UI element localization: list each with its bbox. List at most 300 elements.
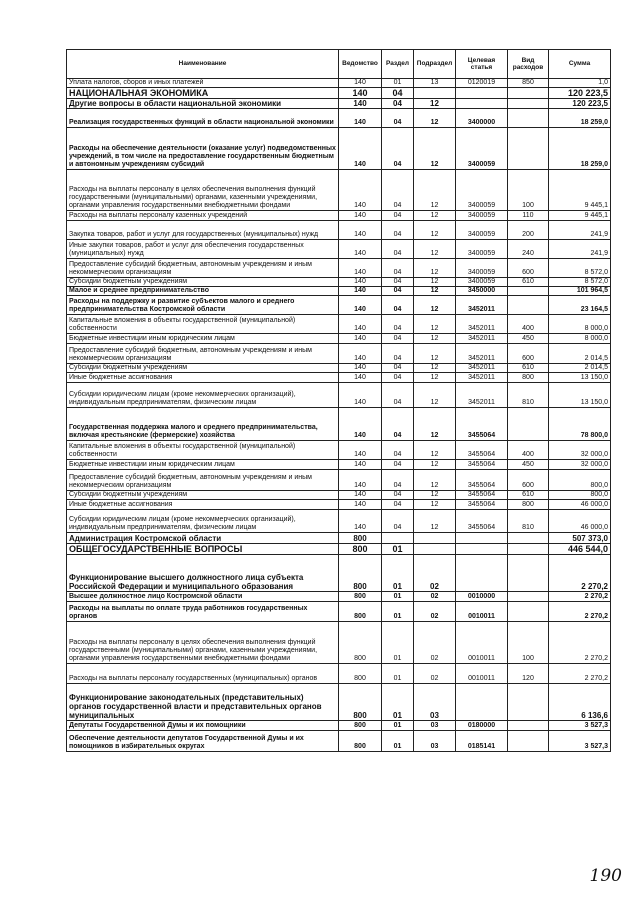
row-name: Капитальные вложения в объекты государственной (муниципальной) собственности bbox=[67, 441, 339, 460]
row-razdel: 01 bbox=[382, 79, 414, 88]
row-vedomstvo: 140 bbox=[339, 373, 382, 383]
row-razdel: 04 bbox=[382, 460, 414, 470]
row-summa: 6 136,6 bbox=[549, 684, 611, 721]
row-name: Функционирование высшего должностного лица субъекта Российской Федерации и муниципального образования bbox=[67, 555, 339, 592]
row-podrazdel: 12 bbox=[414, 364, 456, 373]
row-vid-raskhodov: 610 bbox=[508, 491, 549, 500]
row-celevaya-statya: 3455064 bbox=[456, 408, 508, 441]
row-vedomstvo: 140 bbox=[339, 408, 382, 441]
row-razdel: 04 bbox=[382, 99, 414, 109]
row-vedomstvo: 800 bbox=[339, 602, 382, 622]
row-vedomstvo: 140 bbox=[339, 99, 382, 109]
row-podrazdel: 12 bbox=[414, 240, 456, 259]
row-vid-raskhodov: 810 bbox=[508, 383, 549, 408]
row-celevaya-statya: 3450000 bbox=[456, 287, 508, 296]
header-celevaya-statya: Целевая статья bbox=[456, 50, 508, 79]
row-podrazdel bbox=[414, 533, 456, 544]
row-summa: 9 445,1 bbox=[549, 211, 611, 221]
table-row bbox=[67, 364, 611, 373]
row-summa: 101 964,5 bbox=[549, 287, 611, 296]
row-vid-raskhodov bbox=[508, 731, 549, 752]
row-podrazdel: 03 bbox=[414, 731, 456, 752]
row-vedomstvo: 140 bbox=[339, 259, 382, 278]
table-row bbox=[67, 602, 611, 622]
row-razdel: 04 bbox=[382, 315, 414, 334]
row-summa: 2 014,5 bbox=[549, 364, 611, 373]
table-row bbox=[67, 211, 611, 221]
row-podrazdel: 12 bbox=[414, 99, 456, 109]
table-row bbox=[67, 128, 611, 170]
row-razdel: 04 bbox=[382, 408, 414, 441]
row-razdel: 01 bbox=[382, 555, 414, 592]
row-celevaya-statya: 0010011 bbox=[456, 664, 508, 684]
row-celevaya-statya bbox=[456, 555, 508, 592]
row-name: Функционирование законодательных (представительных) органов государственной власти и представительных органов муниципальных bbox=[67, 684, 339, 721]
row-razdel: 01 bbox=[382, 721, 414, 731]
row-podrazdel: 12 bbox=[414, 373, 456, 383]
row-podrazdel: 02 bbox=[414, 592, 456, 602]
row-name: Бюджетные инвестиции иным юридическим лицам bbox=[67, 334, 339, 344]
row-celevaya-statya: 3452011 bbox=[456, 334, 508, 344]
row-vedomstvo: 800 bbox=[339, 544, 382, 555]
row-summa: 120 223,5 bbox=[549, 99, 611, 109]
row-vedomstvo: 800 bbox=[339, 555, 382, 592]
row-vedomstvo: 140 bbox=[339, 211, 382, 221]
row-name: Расходы на выплаты персоналу казенных учреждений bbox=[67, 211, 339, 221]
row-razdel: 04 bbox=[382, 88, 414, 99]
table-row bbox=[67, 259, 611, 278]
row-celevaya-statya: 3400059 bbox=[456, 128, 508, 170]
row-podrazdel: 12 bbox=[414, 315, 456, 334]
row-vedomstvo: 140 bbox=[339, 344, 382, 364]
row-razdel: 04 bbox=[382, 510, 414, 533]
row-celevaya-statya: 3400059 bbox=[456, 170, 508, 211]
row-podrazdel: 12 bbox=[414, 211, 456, 221]
row-summa: 2 270,2 bbox=[549, 664, 611, 684]
row-name: Расходы на выплаты по оплате труда работников государственных органов bbox=[67, 602, 339, 622]
row-vid-raskhodov bbox=[508, 721, 549, 731]
row-vedomstvo: 140 bbox=[339, 240, 382, 259]
row-name: Иные закупки товаров, работ и услуг для обеспечения государственных (муниципальных) нужд bbox=[67, 240, 339, 259]
row-name: Расходы на поддержку и развитие субъектов малого и среднего предпринимательства Костромской области bbox=[67, 296, 339, 315]
row-celevaya-statya: 3455064 bbox=[456, 500, 508, 510]
row-vid-raskhodov: 850 bbox=[508, 79, 549, 88]
row-summa: 446 544,0 bbox=[549, 544, 611, 555]
table-row bbox=[67, 315, 611, 334]
row-vedomstvo: 800 bbox=[339, 592, 382, 602]
row-name: Закупка товаров, работ и услуг для государственных (муниципальных) нужд bbox=[67, 221, 339, 240]
row-razdel: 01 bbox=[382, 602, 414, 622]
row-podrazdel: 12 bbox=[414, 441, 456, 460]
row-name: Уплата налогов, сборов и иных платежей bbox=[67, 79, 339, 88]
row-name: Расходы на выплаты персоналу государственных (муниципальных) органов bbox=[67, 664, 339, 684]
table-body bbox=[67, 79, 611, 752]
row-vid-raskhodov bbox=[508, 287, 549, 296]
row-celevaya-statya: 3455064 bbox=[456, 441, 508, 460]
row-vid-raskhodov: 200 bbox=[508, 221, 549, 240]
row-summa: 1,0 bbox=[549, 79, 611, 88]
row-vedomstvo: 140 bbox=[339, 128, 382, 170]
row-vid-raskhodov: 800 bbox=[508, 373, 549, 383]
row-celevaya-statya: 3455064 bbox=[456, 460, 508, 470]
row-summa: 32 000,0 bbox=[549, 441, 611, 460]
row-celevaya-statya: 3455064 bbox=[456, 470, 508, 491]
row-vid-raskhodov: 100 bbox=[508, 622, 549, 664]
row-vid-raskhodov bbox=[508, 296, 549, 315]
row-name: Администрация Костромской области bbox=[67, 533, 339, 544]
row-summa: 3 527,3 bbox=[549, 721, 611, 731]
table-row bbox=[67, 721, 611, 731]
row-name: ОБЩЕГОСУДАРСТВЕННЫЕ ВОПРОСЫ bbox=[67, 544, 339, 555]
row-podrazdel: 12 bbox=[414, 287, 456, 296]
row-summa: 8 000,0 bbox=[549, 334, 611, 344]
row-celevaya-statya: 3400059 bbox=[456, 221, 508, 240]
row-celevaya-statya: 3400000 bbox=[456, 109, 508, 128]
row-vid-raskhodov: 240 bbox=[508, 240, 549, 259]
row-vid-raskhodov bbox=[508, 533, 549, 544]
row-razdel: 01 bbox=[382, 731, 414, 752]
row-name: Иные бюджетные ассигнования bbox=[67, 373, 339, 383]
row-razdel: 04 bbox=[382, 344, 414, 364]
row-razdel: 01 bbox=[382, 684, 414, 721]
header-razdel: Раздел bbox=[382, 50, 414, 79]
row-razdel: 01 bbox=[382, 592, 414, 602]
row-razdel: 04 bbox=[382, 470, 414, 491]
row-celevaya-statya: 3400059 bbox=[456, 211, 508, 221]
row-vedomstvo: 800 bbox=[339, 721, 382, 731]
row-vedomstvo: 140 bbox=[339, 287, 382, 296]
row-podrazdel: 02 bbox=[414, 664, 456, 684]
row-razdel: 04 bbox=[382, 296, 414, 315]
row-podrazdel: 12 bbox=[414, 510, 456, 533]
row-celevaya-statya: 3452011 bbox=[456, 364, 508, 373]
row-vedomstvo: 140 bbox=[339, 88, 382, 99]
row-name: Расходы на выплаты персоналу в целях обеспечения выполнения функций государственными (муниципальными) органами, казенными учреждениями, органами управления государственными внебюджетными фондами bbox=[67, 170, 339, 211]
row-vedomstvo: 140 bbox=[339, 315, 382, 334]
row-razdel: 01 bbox=[382, 544, 414, 555]
row-vid-raskhodov: 810 bbox=[508, 510, 549, 533]
row-celevaya-statya: 3452011 bbox=[456, 373, 508, 383]
row-name: Высшее должностное лицо Костромской области bbox=[67, 592, 339, 602]
row-vid-raskhodov bbox=[508, 555, 549, 592]
row-celevaya-statya bbox=[456, 88, 508, 99]
row-summa: 2 270,2 bbox=[549, 622, 611, 664]
row-razdel: 04 bbox=[382, 109, 414, 128]
table-row bbox=[67, 88, 611, 99]
row-vid-raskhodov bbox=[508, 88, 549, 99]
row-vid-raskhodov: 800 bbox=[508, 500, 549, 510]
table-row bbox=[67, 731, 611, 752]
table-row bbox=[67, 170, 611, 211]
table-row bbox=[67, 334, 611, 344]
row-celevaya-statya bbox=[456, 99, 508, 109]
row-summa: 18 259,0 bbox=[549, 128, 611, 170]
row-vedomstvo: 140 bbox=[339, 500, 382, 510]
row-vedomstvo: 140 bbox=[339, 278, 382, 287]
table-row bbox=[67, 684, 611, 721]
row-podrazdel: 13 bbox=[414, 79, 456, 88]
table-row bbox=[67, 278, 611, 287]
row-vedomstvo: 800 bbox=[339, 622, 382, 664]
header-podrazdel: Подраздел bbox=[414, 50, 456, 79]
row-vedomstvo: 140 bbox=[339, 296, 382, 315]
table-row bbox=[67, 344, 611, 364]
row-vid-raskhodov: 610 bbox=[508, 278, 549, 287]
row-summa: 8 000,0 bbox=[549, 315, 611, 334]
row-podrazdel: 12 bbox=[414, 500, 456, 510]
row-podrazdel: 12 bbox=[414, 470, 456, 491]
row-summa: 13 150,0 bbox=[549, 383, 611, 408]
row-vid-raskhodov bbox=[508, 99, 549, 109]
table-row bbox=[67, 664, 611, 684]
row-celevaya-statya: 3400059 bbox=[456, 278, 508, 287]
row-vedomstvo: 140 bbox=[339, 491, 382, 500]
row-name: Реализация государственных функций в области национальной экономики bbox=[67, 109, 339, 128]
row-name: Государственная поддержка малого и среднего предпринимательства, включая крестьянские (фермерские) хозяйства bbox=[67, 408, 339, 441]
row-vid-raskhodov: 400 bbox=[508, 441, 549, 460]
table-row bbox=[67, 555, 611, 592]
table-row bbox=[67, 79, 611, 88]
row-celevaya-statya: 3400059 bbox=[456, 240, 508, 259]
row-podrazdel: 03 bbox=[414, 721, 456, 731]
row-vid-raskhodov: 400 bbox=[508, 315, 549, 334]
row-name: Малое и среднее предпринимательство bbox=[67, 287, 339, 296]
row-vedomstvo: 140 bbox=[339, 334, 382, 344]
row-celevaya-statya bbox=[456, 544, 508, 555]
row-podrazdel: 03 bbox=[414, 684, 456, 721]
row-summa: 18 259,0 bbox=[549, 109, 611, 128]
table-row bbox=[67, 287, 611, 296]
row-celevaya-statya: 0185141 bbox=[456, 731, 508, 752]
table-row bbox=[67, 510, 611, 533]
row-celevaya-statya: 3452011 bbox=[456, 344, 508, 364]
row-vid-raskhodov: 610 bbox=[508, 364, 549, 373]
row-name: Расходы на выплаты персоналу в целях обеспечения выполнения функций государственными (муниципальными) органами, казенными учреждениями, органами управления государственными внебюджетными фондами bbox=[67, 622, 339, 664]
row-summa: 78 800,0 bbox=[549, 408, 611, 441]
row-razdel: 04 bbox=[382, 278, 414, 287]
row-celevaya-statya: 3455064 bbox=[456, 510, 508, 533]
row-celevaya-statya: 0180000 bbox=[456, 721, 508, 731]
row-razdel: 04 bbox=[382, 491, 414, 500]
row-name: Субсидии юридическим лицам (кроме некоммерческих организаций), индивидуальным предпринимателям, физическим лицам bbox=[67, 510, 339, 533]
row-vid-raskhodov bbox=[508, 592, 549, 602]
row-summa: 507 373,0 bbox=[549, 533, 611, 544]
row-celevaya-statya bbox=[456, 533, 508, 544]
row-vedomstvo: 140 bbox=[339, 364, 382, 373]
row-podrazdel: 12 bbox=[414, 491, 456, 500]
row-vedomstvo: 140 bbox=[339, 510, 382, 533]
row-summa: 2 014,5 bbox=[549, 344, 611, 364]
row-podrazdel: 12 bbox=[414, 296, 456, 315]
row-vedomstvo: 800 bbox=[339, 533, 382, 544]
page-number: 190 bbox=[589, 866, 622, 886]
row-vedomstvo: 140 bbox=[339, 470, 382, 491]
row-podrazdel: 02 bbox=[414, 602, 456, 622]
row-vid-raskhodov bbox=[508, 684, 549, 721]
row-summa: 9 445,1 bbox=[549, 170, 611, 211]
row-name: Субсидии юридическим лицам (кроме некоммерческих организаций), индивидуальным предпринимателям, физическим лицам bbox=[67, 383, 339, 408]
row-podrazdel: 12 bbox=[414, 334, 456, 344]
row-razdel: 04 bbox=[382, 287, 414, 296]
row-vedomstvo: 140 bbox=[339, 221, 382, 240]
row-vedomstvo: 140 bbox=[339, 109, 382, 128]
row-name: Депутаты Государственной Думы и их помощники bbox=[67, 721, 339, 731]
table-row bbox=[67, 470, 611, 491]
row-name: Обеспечение деятельности депутатов Государственной Думы и их помощников в избирательных округах bbox=[67, 731, 339, 752]
table-row bbox=[67, 109, 611, 128]
row-podrazdel: 12 bbox=[414, 383, 456, 408]
row-celevaya-statya: 0120019 bbox=[456, 79, 508, 88]
table-row bbox=[67, 460, 611, 470]
row-podrazdel: 12 bbox=[414, 344, 456, 364]
row-name: Субсидии бюджетным учреждениям bbox=[67, 278, 339, 287]
row-celevaya-statya: 3455064 bbox=[456, 491, 508, 500]
header-summa: Сумма bbox=[549, 50, 611, 79]
row-celevaya-statya: 3452011 bbox=[456, 383, 508, 408]
header-vid-raskhodov: Вид расходов bbox=[508, 50, 549, 79]
row-summa: 13 150,0 bbox=[549, 373, 611, 383]
row-razdel: 04 bbox=[382, 364, 414, 373]
row-summa: 32 000,0 bbox=[549, 460, 611, 470]
row-razdel: 04 bbox=[382, 170, 414, 211]
row-razdel bbox=[382, 533, 414, 544]
row-vedomstvo: 800 bbox=[339, 684, 382, 721]
row-summa: 241,9 bbox=[549, 240, 611, 259]
row-name: Субсидии бюджетным учреждениям bbox=[67, 491, 339, 500]
row-summa: 120 223,5 bbox=[549, 88, 611, 99]
row-summa: 46 000,0 bbox=[549, 500, 611, 510]
header-vedomstvo: Ведомство bbox=[339, 50, 382, 79]
row-name: НАЦИОНАЛЬНАЯ ЭКОНОМИКА bbox=[67, 88, 339, 99]
row-vid-raskhodov: 110 bbox=[508, 211, 549, 221]
row-vid-raskhodov bbox=[508, 602, 549, 622]
row-razdel: 01 bbox=[382, 622, 414, 664]
row-vedomstvo: 140 bbox=[339, 79, 382, 88]
row-podrazdel bbox=[414, 88, 456, 99]
row-summa: 46 000,0 bbox=[549, 510, 611, 533]
row-vid-raskhodov bbox=[508, 544, 549, 555]
table-row bbox=[67, 296, 611, 315]
row-name: Капитальные вложения в объекты государственной (муниципальной) собственности bbox=[67, 315, 339, 334]
row-podrazdel: 12 bbox=[414, 278, 456, 287]
row-celevaya-statya: 3452011 bbox=[456, 296, 508, 315]
table-row bbox=[67, 221, 611, 240]
row-name: Предоставление субсидий бюджетным, автономным учреждениям и иным некоммерческим организациям bbox=[67, 259, 339, 278]
row-vedomstvo: 800 bbox=[339, 664, 382, 684]
table-row bbox=[67, 240, 611, 259]
table-row bbox=[67, 544, 611, 555]
table-row bbox=[67, 500, 611, 510]
row-vid-raskhodov: 450 bbox=[508, 334, 549, 344]
row-celevaya-statya: 3452011 bbox=[456, 315, 508, 334]
row-celevaya-statya bbox=[456, 684, 508, 721]
row-razdel: 04 bbox=[382, 383, 414, 408]
row-vid-raskhodov bbox=[508, 408, 549, 441]
row-vedomstvo: 140 bbox=[339, 170, 382, 211]
row-vid-raskhodov: 450 bbox=[508, 460, 549, 470]
row-vid-raskhodov bbox=[508, 109, 549, 128]
table-row bbox=[67, 441, 611, 460]
row-celevaya-statya: 0010011 bbox=[456, 602, 508, 622]
row-razdel: 04 bbox=[382, 259, 414, 278]
row-vedomstvo: 140 bbox=[339, 460, 382, 470]
row-celevaya-statya: 3400059 bbox=[456, 259, 508, 278]
row-celevaya-statya: 0010000 bbox=[456, 592, 508, 602]
row-name: Расходы на обеспечение деятельности (оказание услуг) подведомственных учреждений, в том числе на предоставление государственным бюджетным и автономным учреждениям субсидий bbox=[67, 128, 339, 170]
row-podrazdel: 12 bbox=[414, 170, 456, 211]
row-vid-raskhodov: 600 bbox=[508, 259, 549, 278]
table-row bbox=[67, 592, 611, 602]
row-name: Предоставление субсидий бюджетным, автономным учреждениям и иным некоммерческим организациям bbox=[67, 344, 339, 364]
row-razdel: 04 bbox=[382, 128, 414, 170]
row-vid-raskhodov bbox=[508, 128, 549, 170]
row-name: Иные бюджетные ассигнования bbox=[67, 500, 339, 510]
row-podrazdel: 12 bbox=[414, 408, 456, 441]
row-podrazdel: 02 bbox=[414, 555, 456, 592]
row-summa: 800,0 bbox=[549, 470, 611, 491]
table-row bbox=[67, 408, 611, 441]
row-name: Субсидии бюджетным учреждениям bbox=[67, 364, 339, 373]
row-razdel: 04 bbox=[382, 221, 414, 240]
header-name: Наименование bbox=[67, 50, 339, 79]
row-podrazdel: 12 bbox=[414, 259, 456, 278]
row-summa: 23 164,5 bbox=[549, 296, 611, 315]
table-row bbox=[67, 533, 611, 544]
row-podrazdel bbox=[414, 544, 456, 555]
row-vid-raskhodov: 120 bbox=[508, 664, 549, 684]
row-razdel: 04 bbox=[382, 500, 414, 510]
row-podrazdel: 02 bbox=[414, 622, 456, 664]
row-podrazdel: 12 bbox=[414, 128, 456, 170]
row-vedomstvo: 800 bbox=[339, 731, 382, 752]
row-summa: 2 270,2 bbox=[549, 555, 611, 592]
table-row bbox=[67, 622, 611, 664]
table-row bbox=[67, 491, 611, 500]
row-summa: 2 270,2 bbox=[549, 602, 611, 622]
header-row bbox=[67, 50, 611, 79]
row-razdel: 04 bbox=[382, 441, 414, 460]
row-razdel: 04 bbox=[382, 211, 414, 221]
row-celevaya-statya: 0010011 bbox=[456, 622, 508, 664]
row-podrazdel: 12 bbox=[414, 109, 456, 128]
row-summa: 2 270,2 bbox=[549, 592, 611, 602]
row-razdel: 04 bbox=[382, 334, 414, 344]
budget-table bbox=[66, 49, 611, 752]
row-name: Бюджетные инвестиции иным юридическим лицам bbox=[67, 460, 339, 470]
table-row bbox=[67, 383, 611, 408]
row-razdel: 04 bbox=[382, 373, 414, 383]
row-razdel: 01 bbox=[382, 664, 414, 684]
row-summa: 3 527,3 bbox=[549, 731, 611, 752]
row-vedomstvo: 140 bbox=[339, 441, 382, 460]
row-name: Другие вопросы в области национальной экономики bbox=[67, 99, 339, 109]
row-razdel: 04 bbox=[382, 240, 414, 259]
row-summa: 241,9 bbox=[549, 221, 611, 240]
row-name: Предоставление субсидий бюджетным, автономным учреждениям и иным некоммерческим организациям bbox=[67, 470, 339, 491]
row-vedomstvo: 140 bbox=[339, 383, 382, 408]
row-vid-raskhodov: 100 bbox=[508, 170, 549, 211]
row-podrazdel: 12 bbox=[414, 460, 456, 470]
table-row bbox=[67, 99, 611, 109]
row-summa: 8 572,0 bbox=[549, 278, 611, 287]
row-summa: 8 572,0 bbox=[549, 259, 611, 278]
row-summa: 800,0 bbox=[549, 491, 611, 500]
row-vid-raskhodov: 600 bbox=[508, 470, 549, 491]
budget-table-sheet bbox=[66, 49, 610, 752]
table-row bbox=[67, 373, 611, 383]
row-vid-raskhodov: 600 bbox=[508, 344, 549, 364]
row-podrazdel: 12 bbox=[414, 221, 456, 240]
